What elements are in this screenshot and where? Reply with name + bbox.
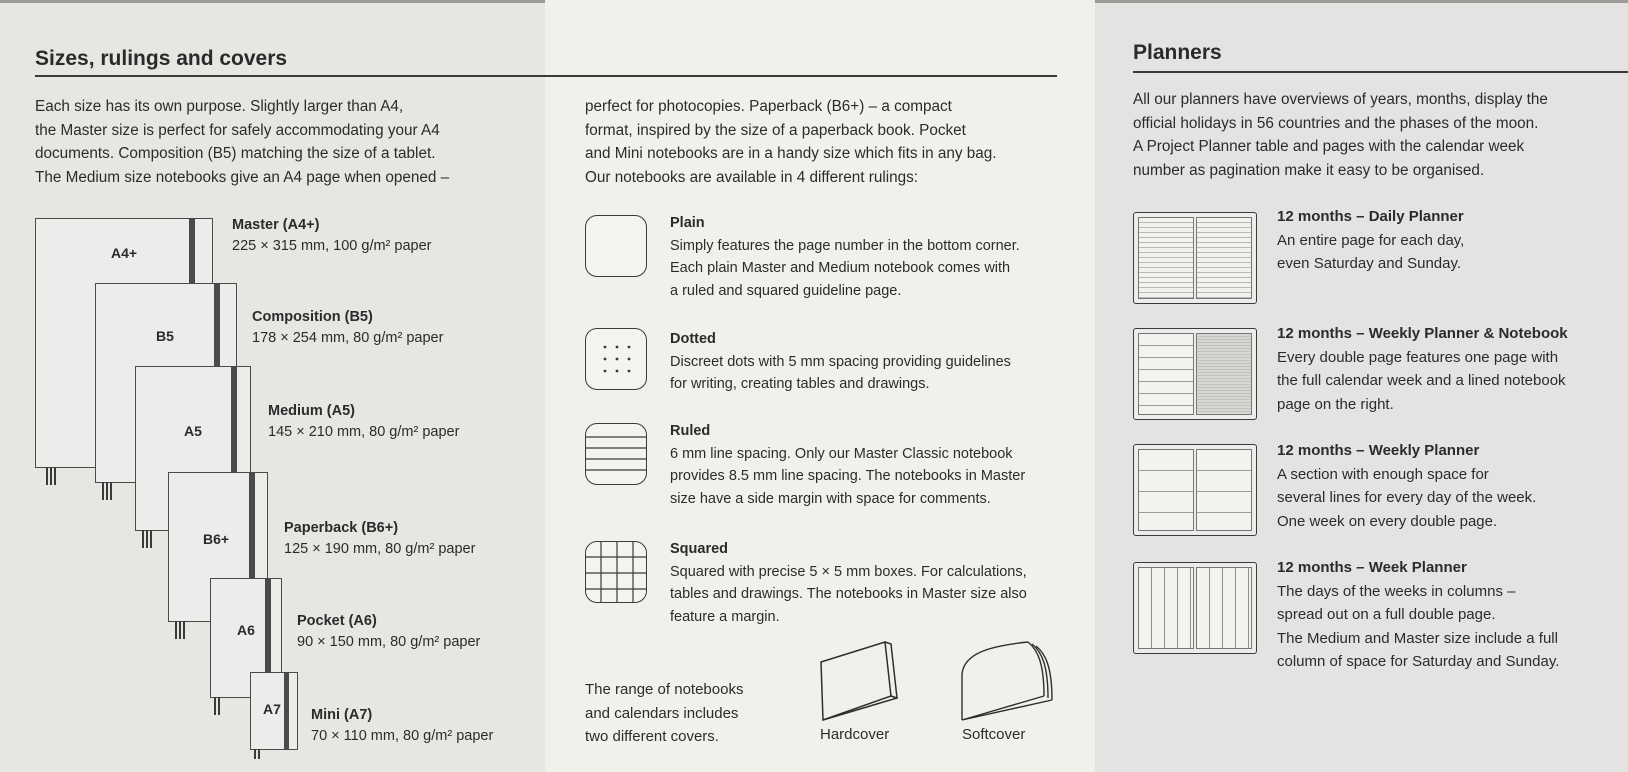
size-name: Medium (A5) — [268, 403, 355, 419]
ruling-line: Each plain Master and Medium notebook comes with — [670, 260, 1011, 276]
covers-line: and calendars includes — [585, 704, 739, 722]
intro-line: documents. Composition (B5) matching the size of a tablet. — [35, 145, 436, 162]
top-stripe — [0, 0, 545, 3]
size-dims: 178 × 254 mm, 80 g/m² paper — [252, 330, 444, 346]
title-rule — [1133, 71, 1628, 73]
ruling-line: Simply features the page number in the bottom corner. — [670, 237, 1020, 254]
size-label-medium — [268, 401, 459, 443]
ruling-name: Squared — [670, 541, 729, 557]
ruling-line: Squared with precise 5 × 5 mm boxes. For calculations, — [670, 563, 1027, 580]
planners-intro — [1133, 88, 1548, 182]
book-code: A5 — [184, 423, 202, 439]
book-code: B6+ — [203, 531, 230, 547]
size-name: Pocket (A6) — [297, 613, 377, 629]
planner-page — [1196, 567, 1252, 649]
ruling-line: for writing, creating tables and drawings. — [670, 376, 930, 392]
planner-line: spread out on a full double page. — [1277, 606, 1496, 623]
planner-line: page on the right. — [1277, 395, 1394, 413]
book-code: A4+ — [111, 245, 138, 261]
ruling-plain — [670, 212, 1020, 302]
size-name: Composition (B5) — [252, 309, 373, 325]
planner-page — [1196, 333, 1252, 415]
planner-line: the full calendar week and a lined notebook — [1277, 372, 1566, 389]
planner-line: An entire page for each day, — [1277, 231, 1465, 249]
squared-ruling-icon — [585, 541, 647, 603]
ruling-name: Ruled — [670, 423, 711, 439]
ruling-line: a ruled and squared guideline page. — [670, 282, 902, 299]
ruling-line: tables and drawings. The notebooks in Master size also — [670, 586, 1027, 602]
planner-line: The Medium and Master size include a full — [1277, 629, 1558, 647]
planner-page — [1138, 217, 1194, 299]
dotted-ruling-icon — [585, 328, 647, 390]
size-name: Mini (A7) — [311, 707, 373, 723]
planner-line: column of space for Saturday and Sunday. — [1277, 653, 1560, 670]
ruling-line: Discreet dots with 5 mm spacing providing guidelines — [670, 353, 1011, 370]
size-dims: 90 × 150 mm, 80 g/m² paper — [297, 634, 481, 650]
planner-line: Every double page features one page with — [1277, 348, 1559, 366]
ruled-ruling-icon — [585, 423, 647, 485]
ruling-line: size have a side margin with space for comments. — [670, 490, 991, 507]
planner-line: The days of the weeks in columns – — [1277, 582, 1516, 600]
intro-line: number as pagination make it easy to be organised. — [1133, 161, 1485, 179]
planner-name: 12 months – Weekly Planner & Notebook — [1277, 325, 1568, 342]
planner-name: 12 months – Week Planner — [1277, 559, 1467, 576]
bookmark-ribbons — [254, 749, 260, 759]
intro-line: the Master size is perfect for safely accommodating your A4 — [35, 121, 440, 139]
softcover-icon — [958, 640, 1058, 722]
planner-line: One week on every double page. — [1277, 512, 1498, 530]
planner-page — [1138, 567, 1194, 649]
size-label-pocket — [297, 611, 480, 653]
intro-line: All our planners have overviews of years, months, display the — [1133, 91, 1548, 108]
bookmark-ribbons — [175, 621, 185, 639]
planner-name: 12 months – Daily Planner — [1277, 208, 1464, 225]
intro-line: A Project Planner table and pages with the calendar week — [1133, 138, 1525, 155]
ruling-name: Dotted — [670, 331, 716, 347]
ruling-line: feature a margin. — [670, 608, 780, 625]
sizes-intro — [35, 95, 449, 189]
book-code: B5 — [156, 328, 174, 344]
planner-page — [1138, 333, 1194, 415]
planner-page — [1196, 217, 1252, 299]
hardcover-label: Hardcover — [820, 726, 890, 743]
bookmark-ribbons — [142, 530, 152, 548]
weekly-notebook-planner-icon — [1133, 328, 1257, 420]
week-planner-icon — [1133, 562, 1257, 654]
covers-text — [585, 678, 743, 749]
book-code: A6 — [237, 622, 255, 638]
weekly-planner-icon — [1133, 444, 1257, 536]
intro-line: Our notebooks are available in 4 different rulings: — [585, 168, 919, 186]
size-dims: 145 × 210 mm, 80 g/m² paper — [268, 424, 460, 440]
size-dims: 125 × 190 mm, 80 g/m² paper — [284, 541, 476, 557]
planner-line: several lines for every day of the week. — [1277, 489, 1537, 506]
size-label-mini — [311, 705, 493, 747]
book-strap — [284, 672, 289, 750]
softcover-label: Softcover — [962, 726, 1026, 743]
covers-line: two different covers. — [585, 728, 719, 745]
rulings-intro — [585, 95, 997, 189]
book-mini — [250, 672, 298, 750]
planner-page — [1196, 449, 1252, 531]
plain-ruling-icon — [585, 215, 647, 277]
ruling-name: Plain — [670, 215, 705, 231]
intro-line: format, inspired by the size of a paperback book. Pocket — [585, 121, 966, 139]
ruling-line: 6 mm line spacing. Only our Master Classic notebook — [670, 445, 1013, 462]
size-name: Paperback (B6+) — [284, 520, 399, 536]
planner-line: even Saturday and Sunday. — [1277, 255, 1462, 272]
bookmark-ribbons — [214, 697, 220, 715]
planner-weekly-notebook — [1277, 322, 1568, 416]
planner-name: 12 months – Weekly Planner — [1277, 442, 1480, 459]
bookmark-ribbons — [46, 467, 56, 485]
ruling-dotted — [670, 328, 1011, 396]
book-code: A7 — [263, 701, 281, 717]
planner-line: A section with enough space for — [1277, 465, 1489, 483]
size-dims: 225 × 315 mm, 100 g/m² paper — [232, 238, 432, 254]
planner-daily — [1277, 205, 1464, 276]
intro-line: Each size has its own purpose. Slightly larger than A4, — [35, 98, 404, 115]
size-label-master — [232, 215, 432, 257]
hardcover-icon — [815, 640, 915, 722]
covers-line: The range of notebooks — [585, 681, 744, 698]
intro-line: and Mini notebooks are in a handy size which fits in any bag. — [585, 145, 997, 162]
size-name: Master (A4+) — [232, 217, 320, 233]
planner-page — [1138, 449, 1194, 531]
ruling-squared — [670, 538, 1027, 628]
bookmark-ribbons — [102, 482, 112, 500]
planner-week — [1277, 556, 1559, 674]
ruling-line: provides 8.5 mm line spacing. The notebooks in Master — [670, 468, 1026, 484]
size-label-paperback — [284, 518, 475, 560]
section-title-planners: Planners — [1133, 41, 1222, 64]
size-dims: 70 × 110 mm, 80 g/m² paper — [311, 728, 494, 744]
top-stripe — [1095, 0, 1628, 3]
title-rule — [35, 75, 1057, 77]
intro-line: The Medium size notebooks give an A4 page when opened – — [35, 168, 450, 186]
size-label-composition — [252, 307, 443, 349]
section-title-sizes: Sizes, rulings and covers — [35, 47, 288, 70]
daily-planner-icon — [1133, 212, 1257, 304]
planner-weekly — [1277, 439, 1536, 533]
intro-line: official holidays in 56 countries and the phases of the moon. — [1133, 114, 1539, 132]
intro-line: perfect for photocopies. Paperback (B6+) – a compact — [585, 98, 952, 115]
ruling-ruled — [670, 420, 1025, 510]
